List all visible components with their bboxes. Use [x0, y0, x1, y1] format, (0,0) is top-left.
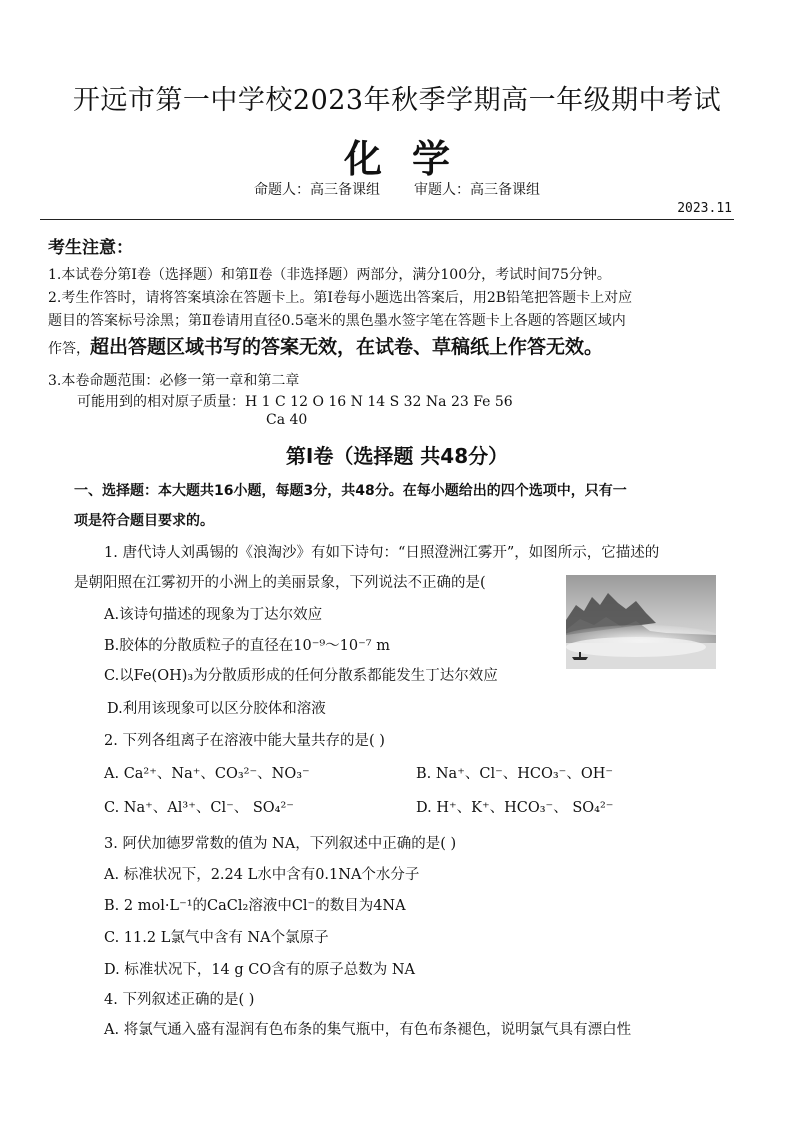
setter: 命题人：高三备课组	[254, 182, 380, 198]
section-instruction-line-2: 项是符合题目要求的。	[74, 513, 214, 529]
misty-river-photo-image	[566, 575, 716, 669]
q1-option-d: D.利用该现象可以区分胶体和溶液	[107, 701, 326, 717]
q3-stem: 3. 阿伏加德罗常数的值为 NA，下列叙述中正确的是( )	[104, 836, 457, 852]
q3-option-a: A. 标准状况下，2.24 L水中含有0.1NA个水分子	[104, 867, 420, 883]
q1-stem-line-2: 是朝阳照在江雾初开的小洲上的美丽景象，下列说法不正确的是(	[74, 575, 486, 591]
q1-option-a: A.该诗句描述的现象为丁达尔效应	[104, 607, 323, 623]
q3-option-c: C. 11.2 L氯气中含有 NA个氯原子	[104, 930, 329, 946]
atomic-mass-line-1: 可能用到的相对原子质量：H 1 C 12 O 16 N 14 S 32 Na 23 Fe 56	[77, 394, 513, 410]
notice-item-2-line-2: 题目的答案标号涂黑；第Ⅱ卷请用直径0.5毫米的黑色墨水签字笔在答题卡上各题的答题区域内	[48, 313, 626, 329]
q1-option-b: B.胶体的分散质粒子的直径在10⁻⁹～10⁻⁷ m	[104, 638, 390, 654]
q4-option-a: A. 将氯气通入盛有湿润有色布条的集气瓶中，有色布条褪色，说明氯气具有漂白性	[104, 1022, 632, 1038]
reviewer: 审题人：高三备课组	[414, 182, 540, 198]
q2-option-c: C. Na⁺、Al³⁺、Cl⁻、 SO₄²⁻	[104, 800, 294, 816]
notice-item-2-line-3	[48, 332, 603, 359]
notice-item-2-line-1: 2.考生作答时，请将答案填涂在答题卡上。第Ⅰ卷每小题选出答案后，用2B铅笔把答题卡上对应	[48, 290, 633, 306]
misty-river-photo	[566, 575, 716, 669]
exam-title: 开远市第一中学校2023年秋季学期高一年级期中考试	[72, 85, 722, 116]
authors-line	[0, 179, 794, 199]
notice-item-3: 3.本卷命题范围：必修一第一章和第二章	[48, 373, 300, 389]
notice-warning: 超出答题区域书写的答案无效，在试卷、草稿纸上作答无效。	[90, 336, 604, 358]
notice-heading: 考生注意：	[48, 238, 133, 258]
q2-stem: 2. 下列各组离子在溶液中能大量共存的是( )	[104, 733, 385, 749]
notice-item-1: 1.本试卷分第Ⅰ卷（选择题）和第Ⅱ卷（非选择题）两部分，满分100分，考试时间75分钟。	[48, 267, 611, 283]
q2-option-b: B. Na⁺、Cl⁻、HCO₃⁻、OH⁻	[416, 766, 614, 782]
q2-option-d: D. H⁺、K⁺、HCO₃⁻、 SO₄²⁻	[416, 800, 614, 816]
q4-stem: 4. 下列叙述正确的是( )	[104, 992, 255, 1008]
notice-item-2-line-3-start: 作答，	[48, 341, 90, 357]
header-divider	[40, 219, 734, 220]
q3-option-d: D. 标准状况下，14 g CO含有的原子总数为 NA	[104, 962, 416, 978]
q1-option-c: C.以Fe(OH)₃为分散质形成的任何分散系都能发生丁达尔效应	[104, 668, 498, 684]
q3-option-b: B. 2 mol·L⁻¹的CaCl₂溶液中Cl⁻的数目为4NA	[104, 898, 406, 914]
atomic-mass-line-2: Ca 40	[266, 412, 308, 428]
q2-option-a: A. Ca²⁺、Na⁺、CO₃²⁻、NO₃⁻	[104, 766, 310, 782]
exam-date: 2023.11	[677, 201, 732, 216]
section-title: 第Ⅰ卷（选择题 共48分）	[285, 444, 509, 468]
q1-stem-line-1: 1. 唐代诗人刘禹锡的《浪淘沙》有如下诗句：“日照澄洲江雾开”，如图所示，它描述的	[104, 545, 660, 561]
subject-title: 化学	[343, 136, 480, 181]
section-instruction-line-1: 一、选择题：本大题共16小题，每题3分，共48分。在每小题给出的四个选项中，只有一	[74, 483, 627, 499]
